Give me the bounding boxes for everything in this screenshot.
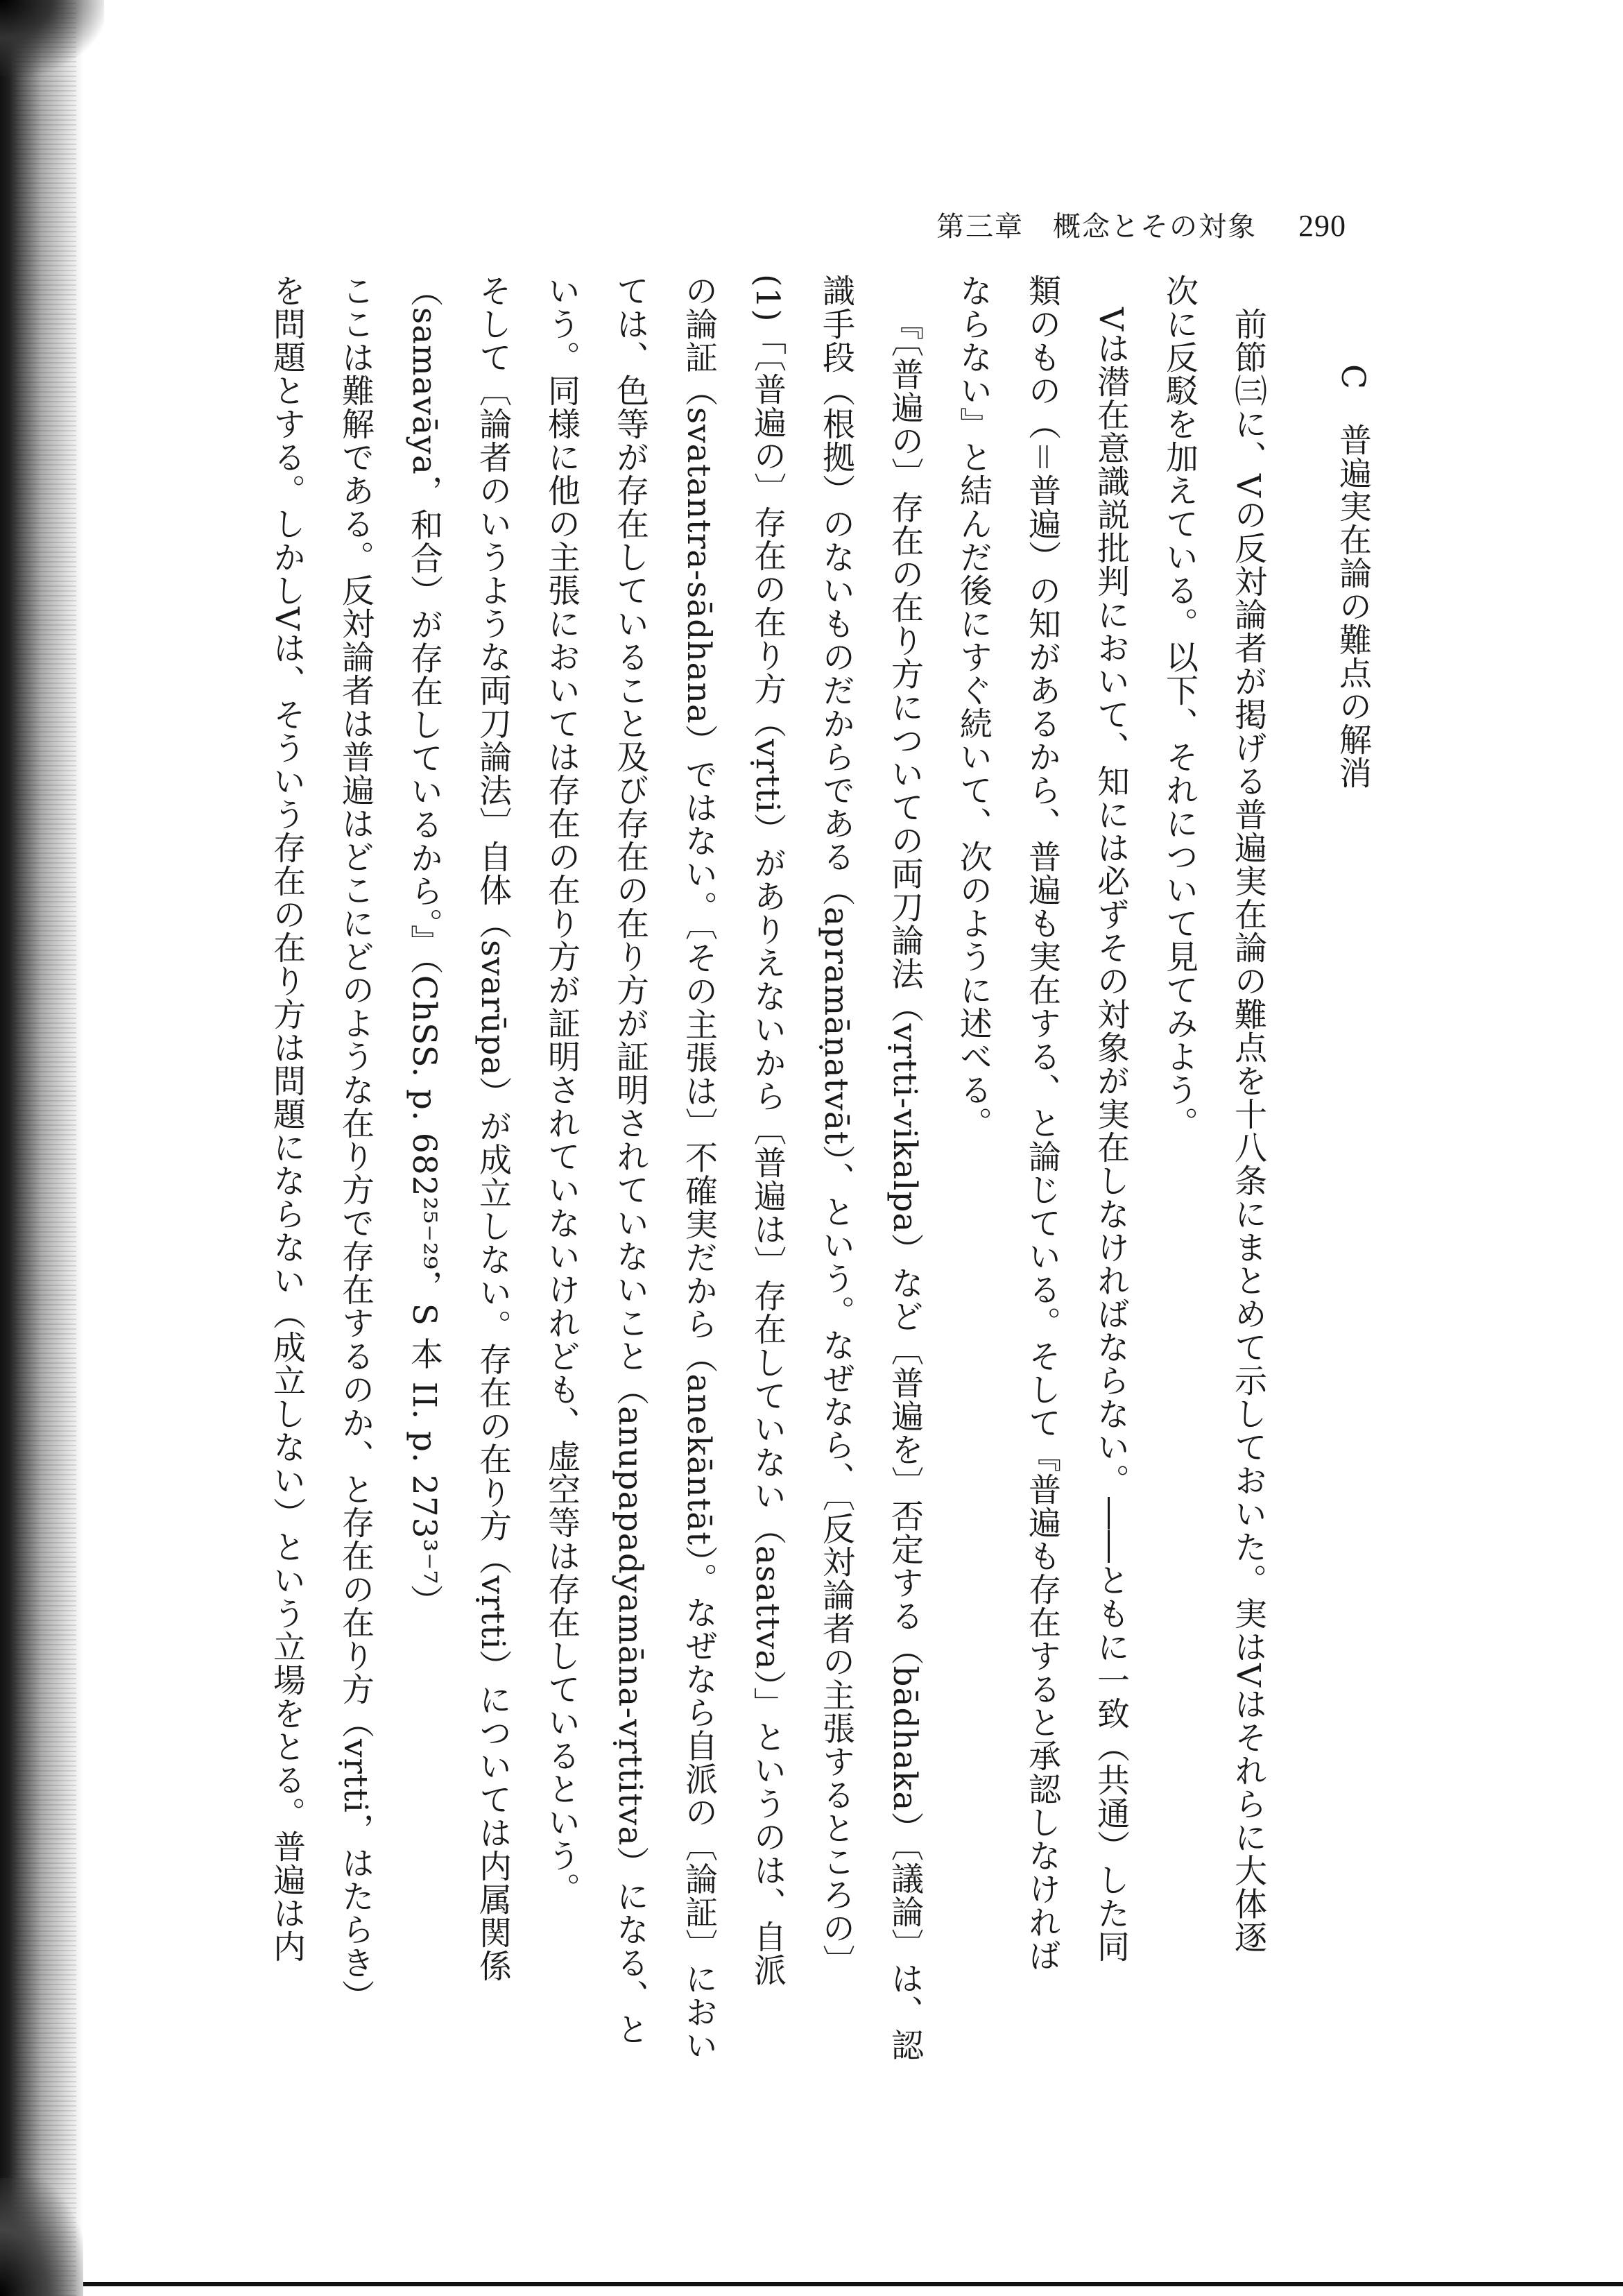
body-line: 『〔普遍の〕存在の在り方についての両刀論法（vṛtti-vikalpa）など〔普遍を〕否定する（bādhaka）〔議論〕は、認	[886, 307, 924, 2062]
body-line: の論証（svatantra-sādhana）ではない。〔その主張は〕不確実だから（anekāntāt）。なぜなら自派の〔論証〕におい	[680, 274, 718, 2062]
body-line: 前節㈢に、Vの反対論者が掲げる普遍実在論の難点を十八条にまとめて示しておいた。実はVはそれらに大体逐	[1229, 307, 1267, 1954]
section-heading: C 普遍実在論の難点の解消	[1334, 364, 1372, 789]
scan-edge-noise	[14, 0, 76, 2296]
body-line: 類のもの（＝普遍）の知があるから、普遍も実在する、と論じている。そして『普遍も存在すると承認しなければ	[1023, 274, 1061, 1972]
body-line: ならない』と結んだ後にすぐ続いて、次のように述べる。	[954, 274, 993, 1140]
body-line: ては、色等が存在していること及び存在の在り方が証明されていないこと（anupapadyamāna-vṛttitva）になる、と	[611, 274, 649, 2046]
vertical-text-body	[83, 274, 1387, 2077]
body-line: 識手段（根拠）のないものだからである（apramāṇatvāt）、という。なぜなら、〔反対論者の主張するところの〕	[817, 274, 855, 1978]
body-line: そして〔論者のいうような両刀論法〕自体（svarūpa）が成立しない。存在の在り方（vṛtti）については内属関係	[474, 274, 512, 1983]
body-line: (1)「〔普遍の〕存在の在り方（vṛtti）がありえないから〔普遍は〕存在していない（asattva）」というのは、自派	[748, 274, 787, 1987]
page-number: 290	[1298, 209, 1346, 243]
body-line: 次に反駁を加えている。以下、それについて見てみよう。	[1160, 274, 1199, 1140]
body-line: Vは潜在意識説批判において、知には必ずその対象が実在しなければならない。――ともに一致（共通）した同	[1092, 307, 1130, 1963]
body-line: を問題とする。しかしVは、そういう存在の在り方は問題にならない（成立しない）という立場をとる。普遍は内	[268, 274, 306, 1963]
page-bottom-rule	[83, 2282, 1623, 2286]
scan-corner-mark-bottom	[0, 2178, 83, 2296]
body-line: ここは難解である。反対論者は普遍はどこにどのような在り方で存在するのか、と存在の在り方（vṛtti，はたらき）	[336, 274, 375, 2013]
scan-corner-mark-top	[0, 0, 104, 76]
chapter-title: 第三章 概念とその対象	[936, 211, 1257, 243]
running-header	[936, 205, 1346, 246]
body-line: いう。同様に他の主張においては存在の在り方が証明されていないけれども、虚空等は存在しているという。	[542, 274, 581, 1905]
body-line: （samavāya，和合）が存在しているから。』（ChSS. p. 682²⁵⁻²⁹，S 本 II. p. 273³⁻⁷）	[405, 274, 443, 1618]
